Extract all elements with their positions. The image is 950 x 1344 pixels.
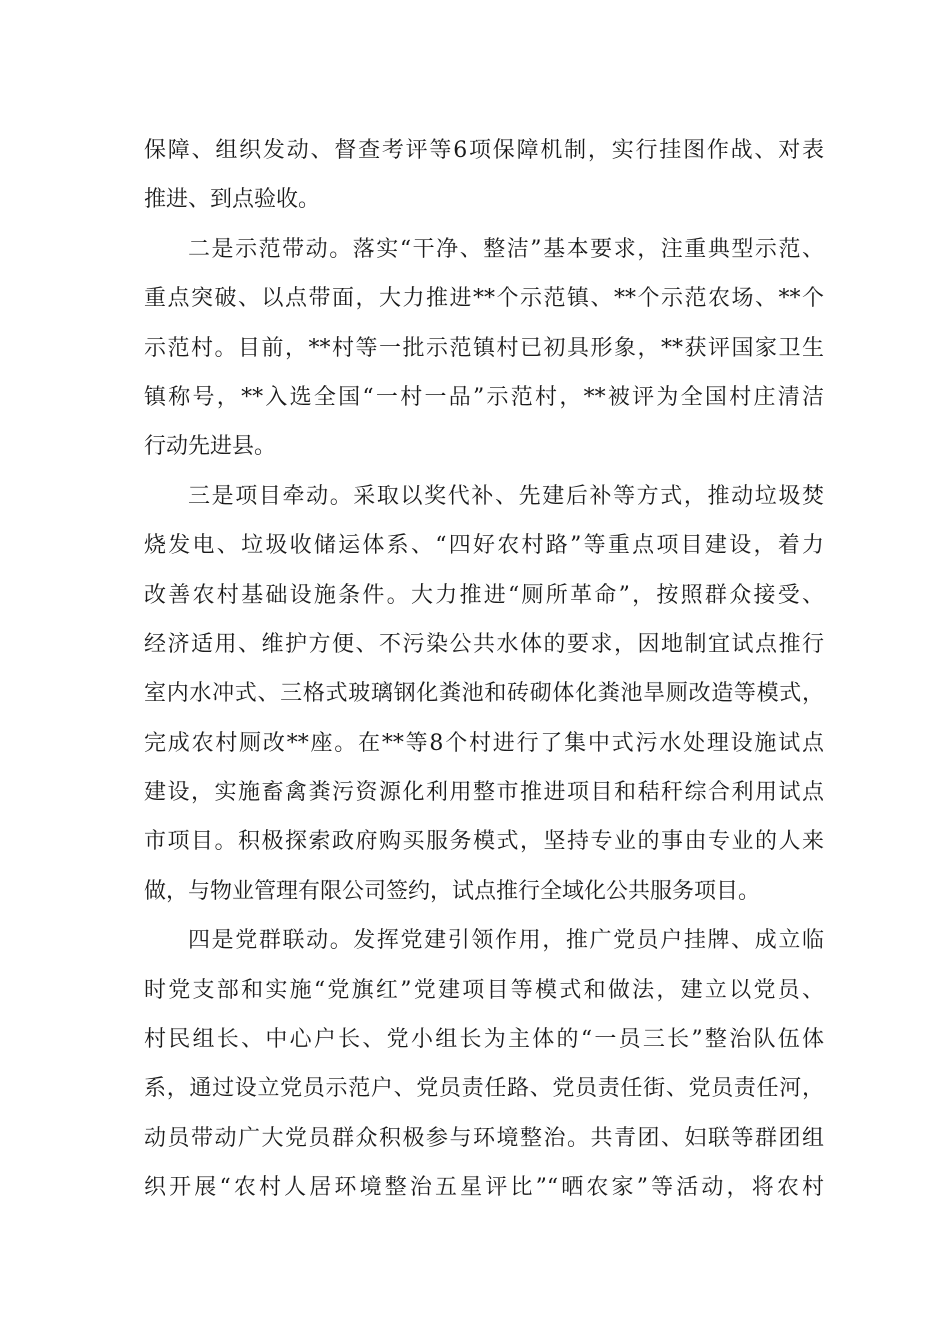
text-line: 完成农村厕改**座。在**等8个村进行了集中式污水处理设施试点: [144, 730, 824, 756]
text-line: 示范村。目前，**村等一批示范镇村已初具形象，**获评国家卫生: [144, 335, 824, 361]
text-line: 镇称号，**入选全国“一村一品”示范村，**被评为全国村庄清洁: [144, 384, 824, 410]
text-line: 时党支部和实施“党旗红”党建项目等模式和做法，建立以党员、: [144, 977, 824, 1003]
text-line: 推进、到点验收。: [144, 187, 321, 213]
text-line: 重点突破、以点带面，大力推进**个示范镇、**个示范农场、**个: [144, 286, 824, 312]
text-line: 做，与物业管理有限公司签约，试点推行全域化公共服务项目。: [144, 878, 761, 904]
text-line: 改善农村基础设施条件。大力推进“厕所革命”，按照群众接受、: [144, 582, 824, 608]
text-line: 三是项目牵动。采取以奖代补、先建后补等方式，推动垃圾焚: [188, 483, 824, 509]
text-line: 建设，实施畜禽粪污资源化利用整市推进项目和秸秆综合利用试点: [144, 780, 824, 806]
text-line: 烧发电、垃圾收储运体系、“四好农村路”等重点项目建设，着力: [144, 533, 824, 559]
text-line: 经济适用、维护方便、不污染公共水体的要求，因地制宜试点推行: [144, 631, 824, 657]
text-line: 动员带动广大党员群众积极参与环境整治。共青团、妇联等群团组: [144, 1125, 824, 1151]
text-line: 保障、组织发动、督查考评等6项保障机制，实行挂图作战、对表: [144, 138, 824, 163]
text-line: 村民组长、中心户长、党小组长为主体的“一员三长”整治队伍体: [144, 1027, 824, 1053]
text-line: 四是党群联动。发挥党建引领作用，推广党员户挂牌、成立临: [188, 928, 824, 954]
text-line: 室内水冲式、三格式玻璃钢化粪池和砖砌体化粪池旱厕改造等模式，: [144, 681, 824, 707]
text-line: 行动先进县。: [144, 434, 277, 460]
text-line: 市项目。积极探索政府购买服务模式，坚持专业的事由专业的人来: [144, 829, 824, 855]
text-line: 二是示范带动。落实“干净、整洁”基本要求，注重典型示范、: [188, 236, 824, 262]
text-line: 织开展“农村人居环境整治五星评比”“晒农家”等活动，将农村: [144, 1175, 824, 1201]
body-text: [144, 126, 824, 1213]
text-line: 系，通过设立党员示范户、党员责任路、党员责任街、党员责任河，: [144, 1076, 824, 1102]
